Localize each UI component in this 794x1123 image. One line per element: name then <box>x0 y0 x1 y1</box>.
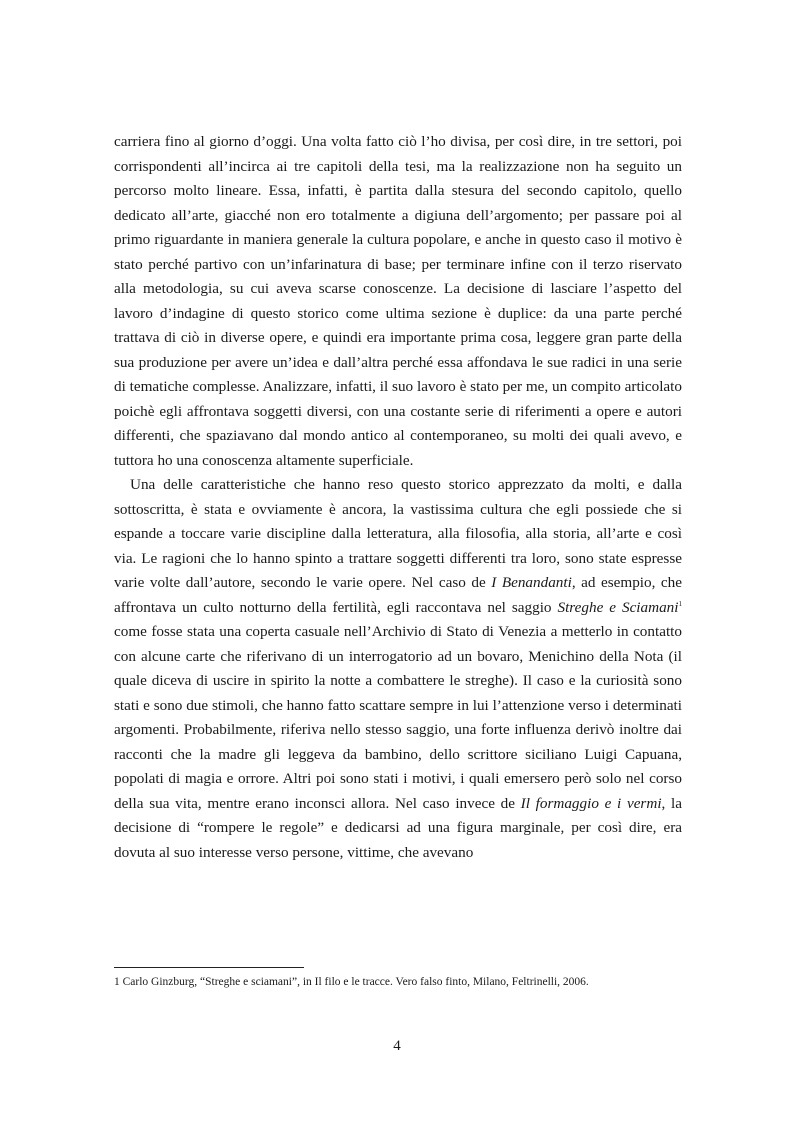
footnote-1: 1 Carlo Ginzburg, “Streghe e sciamani”, in Il filo e le tracce. Vero falso finto, Milano, Feltrinelli, 2006. <box>114 976 589 988</box>
page-number: 4 <box>393 1038 401 1054</box>
page-body <box>114 130 682 865</box>
footnote-reference[interactable]: 1 <box>678 599 682 608</box>
paragraph-2-text-part-4: , la decisione di “rompere le regole” e dedicarsi ad una figura marginale, per così dire, era dovuta al suo interesse verso persone, vittime, che avevano <box>114 794 682 861</box>
paragraph-2-text-part-3: come fosse stata una coperta casuale nell’Archivio di Stato di Venezia a metterlo in contatto con alcune carte che riferivano di un interrogatorio ad un bovaro, Menichino della Nota (il quale diceva di uscire in spirito la notte a combattere le streghe). Il caso e la curiosità sono stati e sono due stimoli, che hanno fatto scattare sempre in lui l’attenzione verso i determinati argomenti. Probabilmente, riferiva nello stesso saggio, una forte influenza derivò inoltre dai racconti che la madre gli leggeva da bambino, dello scrittore siciliano Luigi Capuana, popolati di magia e orrore. Altri poi sono stati i motivi, i quali emersero però solo nel corso della sua vita, mentre erano inconsci allora. Nel caso invece de <box>114 623 682 812</box>
paragraph-2-text-part-2: , ad esempio, che affrontava un culto notturno della fertilità, egli raccontava nel saggio <box>114 574 682 616</box>
footnote-divider <box>114 967 304 968</box>
paragraph-2-text-part-1: Una delle caratteristiche che hanno reso questo storico apprezzato da molti, e dalla sottoscritta, è stata e ovviamente è ancora, la vastissima cultura che egli possiede che si espande a toccare varie discipline dalla letteratura, alla filosofia, alla storia, all’arte e così via. Le ragioni che lo hanno spinto a trattare soggetti differenti tra loro, sono state espresse varie volte dall’autore, secondo le varie opere. Nel caso de <box>114 476 682 591</box>
book-title-i-benandanti: I Benandanti <box>491 574 572 591</box>
essay-title-streghe-e-sciamani: Streghe e Sciamani <box>557 598 679 616</box>
body-paragraph-2 <box>114 473 682 865</box>
book-title-il-formaggio-e-i-vermi: Il formaggio e i vermi <box>520 794 662 812</box>
body-paragraph-1: carriera fino al giorno d’oggi. Una volta fatto ciò l’ho divisa, per così dire, in tre settori, poi corrispondenti all’incirca ai tre capitoli della tesi, ma la realizzazione non ha seguito un percorso molto lineare. Essa, infatti, è partita dalla stesura del secondo capitolo, quello dedicato all’arte, giacché non ero totalmente a digiuna dell’argomento; per passare poi al primo riguardante in maniera generale la cultura popolare, e anche in questo caso il motivo è stato perché partivo con un’infarinatura di base; per terminare infine con il terzo riservato alla metodologia, su cui aveva scarse conoscenze. La decisione di lasciare l’aspetto del lavoro d’indagine di questo storico come ultima sezione è duplice: da una parte perché trattava di ciò in diverse opere, e quindi era importante prima cosa, leggere gran parte della sua produzione per avere un’idea e dall’altra perché essa affondava le sue radici in una serie di tematiche complesse. Analizzare, infatti, il suo lavoro è stato per me, un compito articolato poichè egli affrontava soggetti diversi, con una costante serie di riferimenti a opere e autori differenti, che spaziavano dal mondo antico al contemporaneo, su molti dei quali avevo, e tuttora ho una conoscenza altamente superficiale. <box>114 133 682 469</box>
